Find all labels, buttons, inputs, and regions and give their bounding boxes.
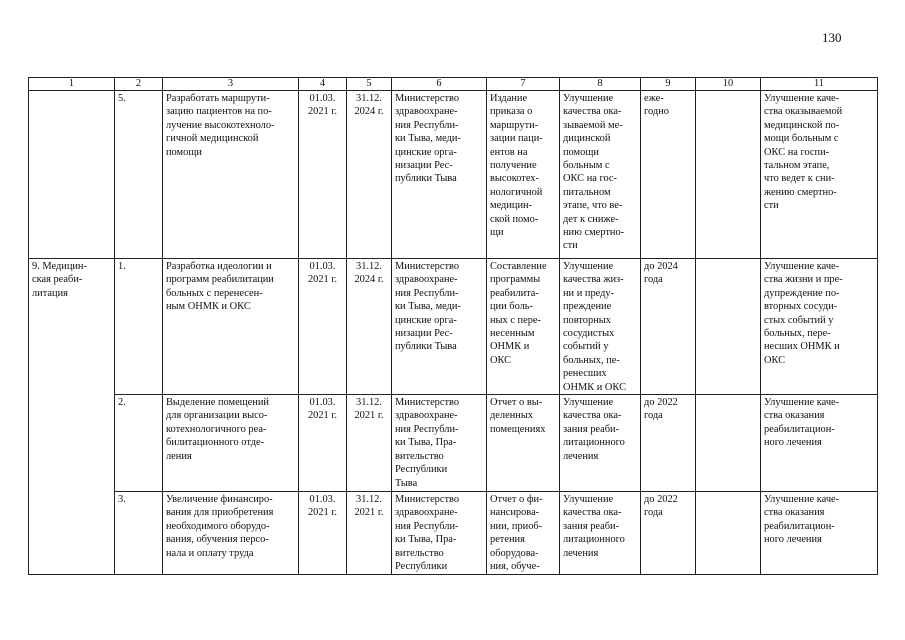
period-cell: еже- годно: [641, 91, 696, 259]
item-number-cell: 2.: [115, 395, 163, 492]
header-cell: 11: [761, 78, 878, 91]
effect-cell: Улучшение качества ока- зания реаби- литационного лечения: [560, 492, 641, 574]
section-cell: [29, 91, 115, 259]
item-number-cell: 1.: [115, 259, 163, 395]
end-date-cell: 31.12. 2021 г.: [347, 492, 392, 574]
header-cell: 3: [163, 78, 299, 91]
task-cell: Увеличение финансиро- вания для приобретения необходимого оборудо- вания, обучения персо- нала и оплату труда: [163, 492, 299, 574]
indicator-cell: Улучшение каче- ства оказываемой медицинской по- мощи больным с ОКС на госпи- тальном этапе, что ведет к сни- жению смертно- сти: [761, 91, 878, 259]
responsible-cell: Министерство здравоохране- ния Республи- ки Тыва, Пра- вительство Республики Тыва: [392, 395, 487, 492]
table-row: [29, 492, 878, 574]
result-cell: Отчет о вы- деленных помещениях: [487, 395, 560, 492]
header-cell: 6: [392, 78, 487, 91]
start-date-cell: 01.03. 2021 г.: [299, 492, 347, 574]
item-number-cell: 5.: [115, 91, 163, 259]
header-cell: 5: [347, 78, 392, 91]
start-date-cell: 01.03. 2021 г.: [299, 395, 347, 492]
responsible-cell: Министерство здравоохране- ния Республи- ки Тыва, меди- цинские орга- низации Рес- публики Тыва: [392, 91, 487, 259]
header-cell: 9: [641, 78, 696, 91]
column-10-cell: [696, 395, 761, 492]
responsible-cell: Министерство здравоохране- ния Республи- ки Тыва, Пра- вительство Республики: [392, 492, 487, 574]
effect-cell: Улучшение качества ока- зания реаби- литационного лечения: [560, 395, 641, 492]
column-10-cell: [696, 91, 761, 259]
effect-cell: Улучшение качества ока- зываемой ме- дицинской помощи больным с ОКС на гос- питальном этапе, что ве- дет к сниже- нию смертно- сти: [560, 91, 641, 259]
header-cell: 8: [560, 78, 641, 91]
plan-table: [28, 77, 878, 575]
start-date-cell: 01.03. 2021 г.: [299, 91, 347, 259]
header-cell: 2: [115, 78, 163, 91]
responsible-cell: Министерство здравоохране- ния Республи- ки Тыва, меди- цинские орга- низации Рес- публики Тыва: [392, 259, 487, 395]
result-cell: Составление программы реабилита- ции боль- ных с пере- несенным ОНМК и ОКС: [487, 259, 560, 395]
period-cell: до 2022 года: [641, 395, 696, 492]
page-number: 130: [822, 30, 842, 45]
item-number-cell: 3.: [115, 492, 163, 574]
indicator-cell: Улучшение каче- ства оказания реабилитацион- ного лечения: [761, 492, 878, 574]
effect-cell: Улучшение качества жиз- ни и преду- преждение повторных сосудистых событий у больных, пе- ренесших ОНМК и ОКС: [560, 259, 641, 395]
column-10-cell: [696, 492, 761, 574]
end-date-cell: 31.12. 2021 г.: [347, 395, 392, 492]
result-cell: Отчет о фи- нансирова- нии, приоб- ретения оборудова- ния, обуче-: [487, 492, 560, 574]
task-cell: Разработка идеологии и программ реабилитации больных с перенесен- ным ОНМК и ОКС: [163, 259, 299, 395]
end-date-cell: 31.12. 2024 г.: [347, 259, 392, 395]
task-cell: Выделение помещений для организации высо- котехнологичного реа- билитационного отде- ления: [163, 395, 299, 492]
header-cell: 10: [696, 78, 761, 91]
section-cell: 9. Медицин- ская реаби- литация: [29, 259, 115, 575]
result-cell: Издание приказа о маршрути- зации паци- ентов на получение высокотех- нологичной медицин- ской помо- щи: [487, 91, 560, 259]
table-row: [29, 259, 878, 395]
period-cell: до 2022 года: [641, 492, 696, 574]
table-row: [29, 395, 878, 492]
end-date-cell: 31.12. 2024 г.: [347, 91, 392, 259]
header-cell: 1: [29, 78, 115, 91]
column-10-cell: [696, 259, 761, 395]
header-row: [29, 78, 878, 91]
start-date-cell: 01.03. 2021 г.: [299, 259, 347, 395]
task-cell: Разработать маршрути- зацию пациентов на по- лучение высокотехноло- гичной медицинской помощи: [163, 91, 299, 259]
header-cell: 7: [487, 78, 560, 91]
indicator-cell: Улучшение каче- ства жизни и пре- дупреждение по- вторных сосуди- стых событий у больных, пере- несших ОНМК и ОКС: [761, 259, 878, 395]
header-cell: 4: [299, 78, 347, 91]
table-row: [29, 91, 878, 259]
period-cell: до 2024 года: [641, 259, 696, 395]
indicator-cell: Улучшение каче- ства оказания реабилитацион- ного лечения: [761, 395, 878, 492]
